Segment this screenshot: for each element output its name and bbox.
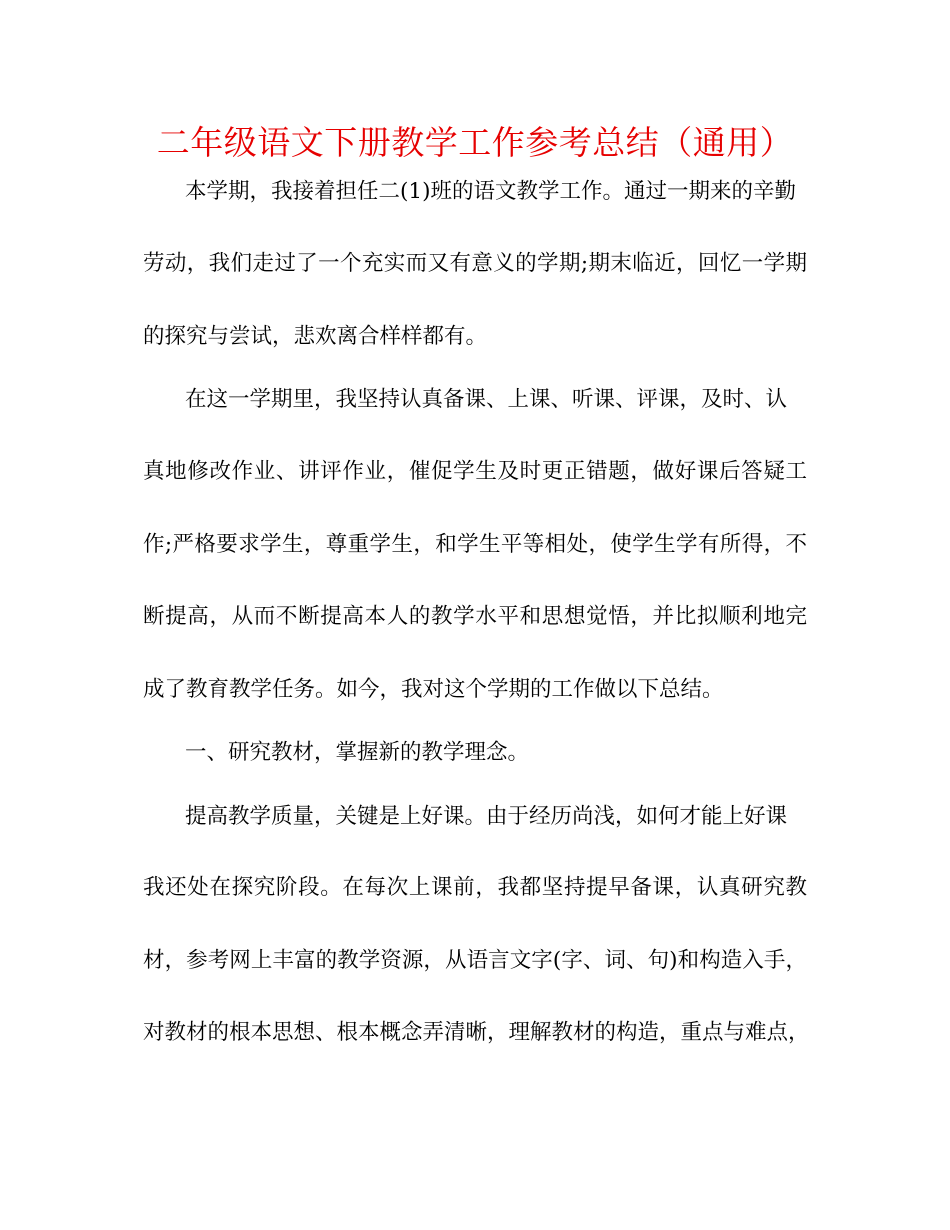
paragraph-line: 真地修改作业、讲评作业，催促学生及时更正错题，做好课后答疑工 [143, 459, 807, 484]
paragraph-line: 作;严格要求学生，尊重学生，和学生平等相处，使学生学有所得，不 [143, 532, 807, 557]
paragraph-line: 提高教学质量，关键是上好课。由于经历尚浅，如何才能上好课 [185, 804, 788, 829]
paragraph-line: 对教材的根本思想、根本概念弄清晰，理解教材的构造，重点与难点， [143, 1020, 810, 1045]
section-heading: 一、研究教材，掌握新的教学理念。 [185, 740, 530, 765]
document-title: 二年级语文下册教学工作参考总结（通用） [156, 123, 794, 162]
paragraph-line: 本学期，我接着担任二(1)班的语文教学工作。通过一期来的辛勤 [185, 179, 796, 204]
paragraph-line: 劳动，我们走过了一个充实而又有意义的学期;期末临近，回忆一学期 [143, 251, 807, 276]
paragraph-line: 成了教育教学任务。如今，我对这个学期的工作做以下总结。 [143, 677, 724, 702]
paragraph-line: 断提高，从而不断提高本人的教学水平和思想觉悟，并比拟顺利地完 [143, 604, 807, 629]
paragraph-line: 我还处在探究阶段。在每次上课前，我都坚持提早备课，认真研究教 [143, 875, 807, 900]
paragraph-line: 在这一学期里，我坚持认真备课、上课、听课、评课，及时、认 [185, 387, 788, 412]
paragraph-line: 材，参考网上丰富的教学资源，从语言文字(字、词、句)和构造入手， [143, 948, 807, 973]
paragraph-line: 的探究与尝试，悲欢离合样样都有。 [143, 324, 488, 349]
